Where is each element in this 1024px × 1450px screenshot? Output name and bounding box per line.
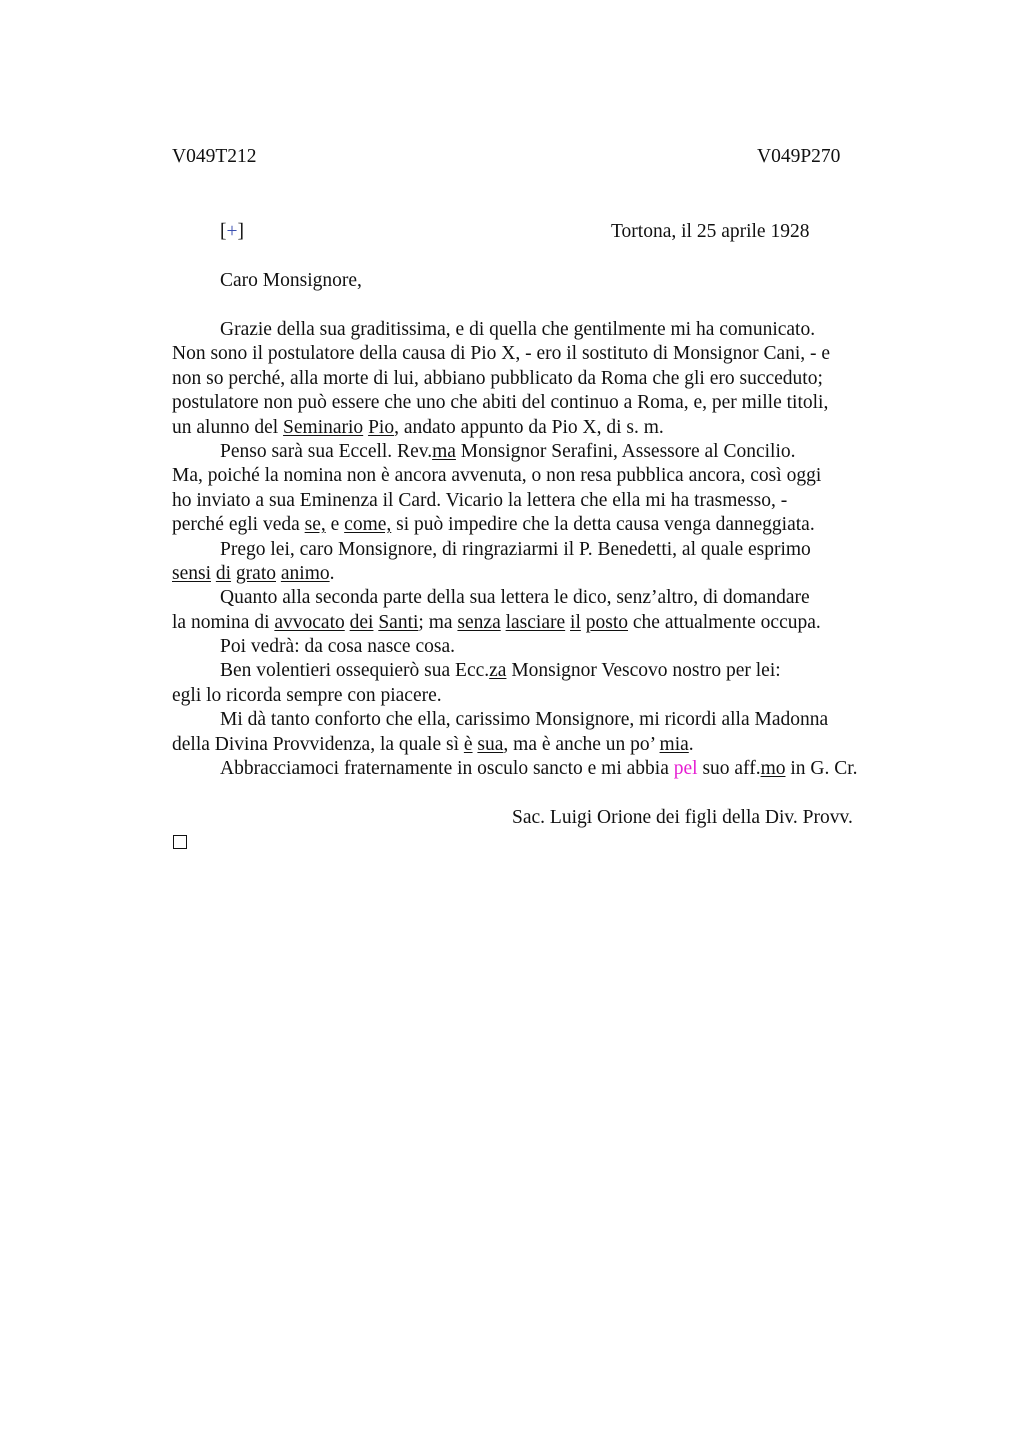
highlighted-word: pel: [673, 758, 698, 780]
text-run: .: [329, 562, 335, 584]
text-run: un alunno del: [172, 416, 284, 438]
body-line: non so perché, alla morte di lui, abbiano pubblicato da Roma che gli ero succeduto;: [172, 367, 823, 389]
text-run: e: [325, 514, 345, 536]
underlined-word: se,: [304, 514, 326, 536]
underlined-word: Seminario: [283, 416, 364, 438]
text-run: la nomina di: [172, 611, 275, 633]
text-run: Abbracciamoci fraternamente in osculo sancto e mi abbia: [220, 758, 674, 780]
text-run: che attualmente occupa.: [628, 611, 821, 633]
underlined-word: dei: [349, 611, 374, 633]
text-run: Monsignor Vescovo nostro per lei:: [506, 660, 781, 682]
body-line: [172, 513, 912, 537]
underlined-word: mia: [659, 733, 689, 755]
salutation: Caro Monsignore,: [220, 270, 362, 291]
underlined-word: ma: [432, 440, 456, 462]
document-code-left: V049T212: [172, 146, 257, 167]
cross-bracket-close: ]: [237, 221, 244, 242]
end-square-icon: [173, 835, 187, 849]
body-line: [172, 611, 912, 635]
body-line: [172, 733, 912, 757]
cross-mark: [220, 221, 244, 243]
body-line: [172, 440, 912, 464]
underlined-word: lasciare: [505, 611, 566, 633]
underlined-word: Santi: [378, 611, 419, 633]
cross-symbol: +: [226, 221, 238, 242]
underlined-word: il: [570, 611, 581, 633]
text-run: , ma è anche un po’: [503, 733, 660, 755]
body-line: [172, 659, 912, 683]
body-line: Mi dà tanto conforto che ella, carissimo Monsignore, mi ricordi alla Madonna: [220, 709, 829, 731]
document-code-right: V049P270: [757, 146, 841, 167]
cross-bracket-open: [: [220, 221, 227, 242]
text-run: suo aff.: [697, 758, 761, 780]
body-line: Grazie della sua graditissima, e di quella che gentilmente mi ha comunicato.: [220, 319, 816, 340]
body-line: postulatore non può essere che uno che abiti del continuo a Roma, e, per mille titoli,: [172, 392, 829, 414]
underlined-word: mo: [760, 758, 786, 780]
underlined-word: za: [489, 660, 507, 682]
underlined-word: di: [215, 562, 232, 584]
underlined-word: sua: [477, 733, 504, 755]
underlined-word: posto: [585, 611, 629, 633]
body-line: Prego lei, caro Monsignore, di ringraziarmi il P. Benedetti, al quale esprimo: [220, 538, 811, 560]
text-run: .: [688, 733, 694, 755]
body-line: Ma, poiché la nomina non è ancora avvenuta, o non resa pubblica ancora, così oggi: [172, 465, 822, 487]
underlined-word: sensi: [172, 562, 211, 584]
underlined-word: senza: [457, 611, 501, 633]
text-run: Monsignor Serafini, Assessore al Concilio.: [455, 440, 796, 462]
body-line: [172, 562, 912, 586]
text-run: , andato appunto da Pio X, di s. m.: [394, 416, 664, 438]
body-line: Non sono il postulatore della causa di Pio X, - ero il sostituto di Monsignor Cani, - e: [172, 343, 831, 365]
place-date: Tortona, il 25 aprile 1928: [611, 221, 810, 242]
underlined-word: Pio: [368, 416, 395, 438]
body-line: [172, 757, 912, 781]
underlined-word: grato: [235, 562, 276, 584]
underlined-word: come,: [344, 514, 392, 536]
underlined-word: è: [463, 733, 473, 755]
underlined-word: avvocato: [274, 611, 345, 633]
text-run: della Divina Provvidenza, la quale sì: [172, 733, 464, 755]
text-run: perché egli veda: [172, 514, 305, 536]
text-run: Penso sarà sua Eccell. Rev.: [220, 440, 433, 462]
body-line: Quanto alla seconda parte della sua lettera le dico, senz’altro, di domandare: [220, 587, 810, 609]
body-line: egli lo ricorda sempre con piacere.: [172, 684, 442, 706]
signature-line: Sac. Luigi Orione dei figli della Div. Provv.: [512, 807, 853, 828]
text-run: Ben volentieri ossequierò sua Ecc.: [220, 660, 490, 682]
body-line: Poi vedrà: da cosa nasce cosa.: [220, 636, 455, 658]
text-run: in G. Cr.: [785, 758, 858, 780]
body-line: ho inviato a sua Eminenza il Card. Vicario la lettera che ella mi ha trasmesso, -: [172, 489, 788, 511]
letter-body: [172, 318, 912, 781]
body-line: [172, 416, 912, 440]
text-run: si può impedire che la detta causa venga danneggiata.: [391, 514, 815, 536]
text-run: ; ma: [418, 611, 458, 633]
underlined-word: animo: [280, 562, 330, 584]
